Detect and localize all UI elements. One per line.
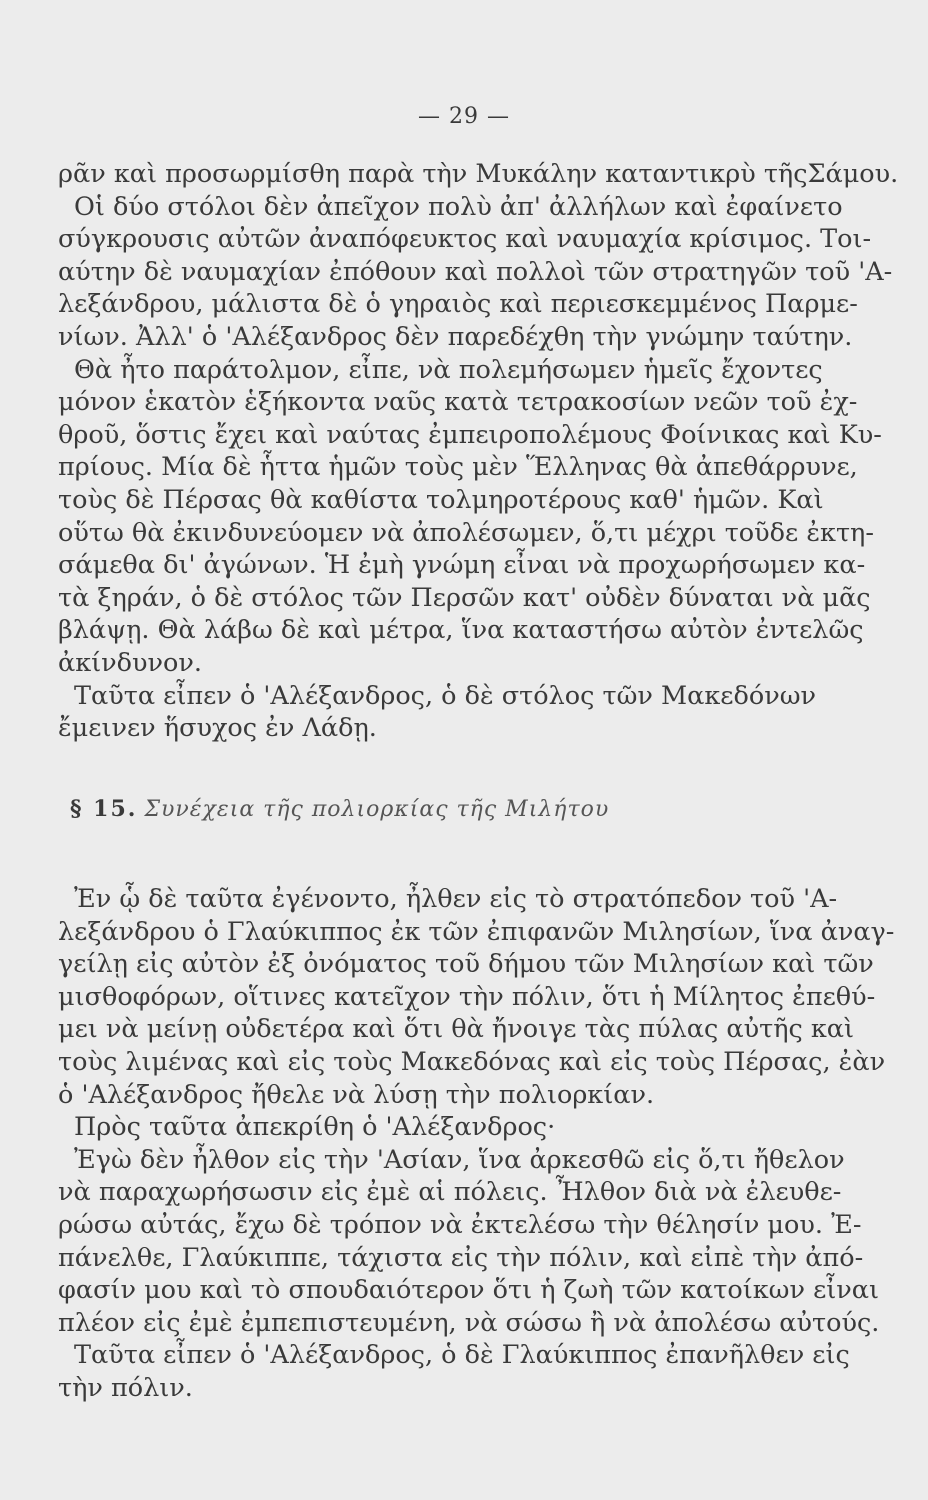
section-number: § 15. xyxy=(70,796,138,822)
text-line: ἔμεινεν ἥσυχος ἐν Λάδῃ. xyxy=(58,713,377,744)
text-line: Πρὸς ταῦτα ἀπεκρίθη ὁ 'Αλέξανδρος· xyxy=(74,1112,556,1143)
text-line: πάνελθε, Γλαύκιππε, τάχιστα εἰς τὴν πόλιν, καὶ εἰπὲ τὴν ἀπό- xyxy=(58,1242,864,1273)
text-line: νίων. Ἀλλ' ὁ 'Αλέξανδρος δὲν παρεδέχθη τὴν γνώμην ταύτην. xyxy=(58,321,853,352)
text-line: σάμεθα δι' ἀγώνων. Ἡ ἐμὴ γνώμη εἶναι νὰ προχωρήσωμεν κα- xyxy=(58,550,866,581)
section-heading xyxy=(70,796,830,822)
text-line: βλάψῃ. Θὰ λάβω δὲ καὶ μέτρα, ἵνα καταστήσω αὐτὸν ἐντελῶς xyxy=(58,615,864,646)
paragraph-block-2 xyxy=(58,883,895,1405)
text-line: ἀκίνδυνον. xyxy=(58,647,202,678)
text-line: Ταῦτα εἶπεν ὁ 'Αλέξανδρος, ὁ δὲ στόλος τῶν Μακεδόνων xyxy=(74,680,817,711)
text-line: πρίους. Μία δὲ ἧττα ἡμῶν τοὺς μὲν Ἕλληνας θὰ ἀπεθάρρυνε, xyxy=(58,452,858,483)
text-line: Ταῦτα εἶπεν ὁ 'Αλέξανδρος, ὁ δὲ Γλαύκιππος ἐπανῆλθεν εἰς xyxy=(74,1340,850,1371)
page-number: — 29 — xyxy=(418,104,510,129)
section-title: Συνέχεια τῆς πολιορκίας τῆς Μιλήτου xyxy=(144,797,610,822)
text-line: σύγκρουσις αὐτῶν ἀναπόφευκτος καὶ ναυμαχία κρίσιμος. Τοι- xyxy=(58,224,872,255)
text-line: θροῦ, ὅστις ἔχει καὶ ναύτας ἐμπειροπολέμους Φοίνικας καὶ Κυ- xyxy=(58,419,882,450)
text-line: λεξάνδρου, μάλιστα δὲ ὁ γηραιὸς καὶ περιεσκεμμένος Παρμε- xyxy=(58,289,858,320)
text-line: τὴν πόλιν. xyxy=(58,1372,193,1403)
text-line: μόνον ἑκατὸν ἑξήκοντα ναῦς κατὰ τετρακοσίων νεῶν τοῦ ἐχ- xyxy=(58,387,858,418)
text-line: νὰ παραχωρήσωσιν εἰς ἐμὲ αἱ πόλεις. Ἦλθον διὰ νὰ ἐλευθε- xyxy=(58,1177,842,1208)
text-line: πλέον εἰς ἐμὲ ἐμπεπιστευμένη, νὰ σώσω ἢ νὰ ἀπολέσω αὐτούς. xyxy=(58,1307,880,1338)
paragraph-block-1 xyxy=(58,158,899,745)
text-line: οὕτω θὰ ἐκινδυνεύομεν νὰ ἀπολέσωμεν, ὅ,τι μέχρι τοῦδε ἐκτη- xyxy=(58,517,874,548)
text-line: μει νὰ μείνῃ οὐδετέρα καὶ ὅτι θὰ ἤνοιγε τὰς πύλας αὐτῆς καὶ xyxy=(58,1014,855,1045)
text-line: φασίν μου καὶ τὸ σπουδαιότερον ὅτι ἡ ζωὴ τῶν κατοίκων εἶναι xyxy=(58,1275,879,1306)
text-line: λεξάνδρου ὁ Γλαύκιππος ἐκ τῶν ἐπιφανῶν Μιλησίων, ἵνα ἀναγ- xyxy=(58,916,895,947)
text-line: γείλῃ εἰς αὐτὸν ἐξ ὀνόματος τοῦ δήμου τῶν Μιλησίων καὶ τῶν xyxy=(58,949,874,980)
text-line: Ἐν ᾧ δὲ ταῦτα ἐγένοντο, ἦλθεν εἰς τὸ στρατόπεδον τοῦ 'Α- xyxy=(74,884,838,914)
text-line: Οἱ δύο στόλοι δὲν ἀπεῖχον πολὺ ἀπ' ἀλλήλων καὶ ἐφαίνετο xyxy=(74,191,843,222)
text-line: μισθοφόρων, οἵτινες κατεῖχον τὴν πόλιν, ὅτι ἡ Μίλητος ἐπεθύ- xyxy=(58,981,876,1012)
text-line: τὰ ξηράν, ὁ δὲ στόλος τῶν Περσῶν κατ' οὐδὲν δύναται νὰ μᾶς xyxy=(58,582,871,613)
text-line: τοὺς δὲ Πέρσας θὰ καθίστα τολμηροτέρους καθ' ἡμῶν. Καὶ xyxy=(58,484,824,515)
text-line: αύτην δὲ ναυμαχίαν ἐπόθουν καὶ πολλοὶ τῶν στρατηγῶν τοῦ 'Α- xyxy=(58,256,893,287)
text-line: ὁ 'Αλέξανδρος ἤθελε νὰ λύσῃ τὴν πολιορκίαν. xyxy=(58,1079,655,1110)
text-line: τοὺς λιμένας καὶ εἰς τοὺς Μακεδόνας καὶ εἰς τοὺς Πέρσας, ἐὰν xyxy=(58,1046,886,1077)
text-line: ρώσω αὐτάς, ἔχω δὲ τρόπον νὰ ἐκτελέσω τὴν θέλησίν μου. Ἐ- xyxy=(58,1209,862,1240)
text-line: Ἐγὼ δὲν ἦλθον εἰς τὴν 'Ασίαν, ἵνα ἀρκεσθῶ εἰς ὅ,τι ἤθελον xyxy=(74,1144,845,1175)
text-line: Θὰ ἦτο παράτολμον, εἶπε, νὰ πολεμήσωμεν ἡμεῖς ἔχοντες xyxy=(74,354,823,385)
text-line: ρᾶν καὶ προσωρμίσθη παρὰ τὴν Μυκάλην καταντικρὺ τῆςΣάμου. xyxy=(58,159,899,189)
